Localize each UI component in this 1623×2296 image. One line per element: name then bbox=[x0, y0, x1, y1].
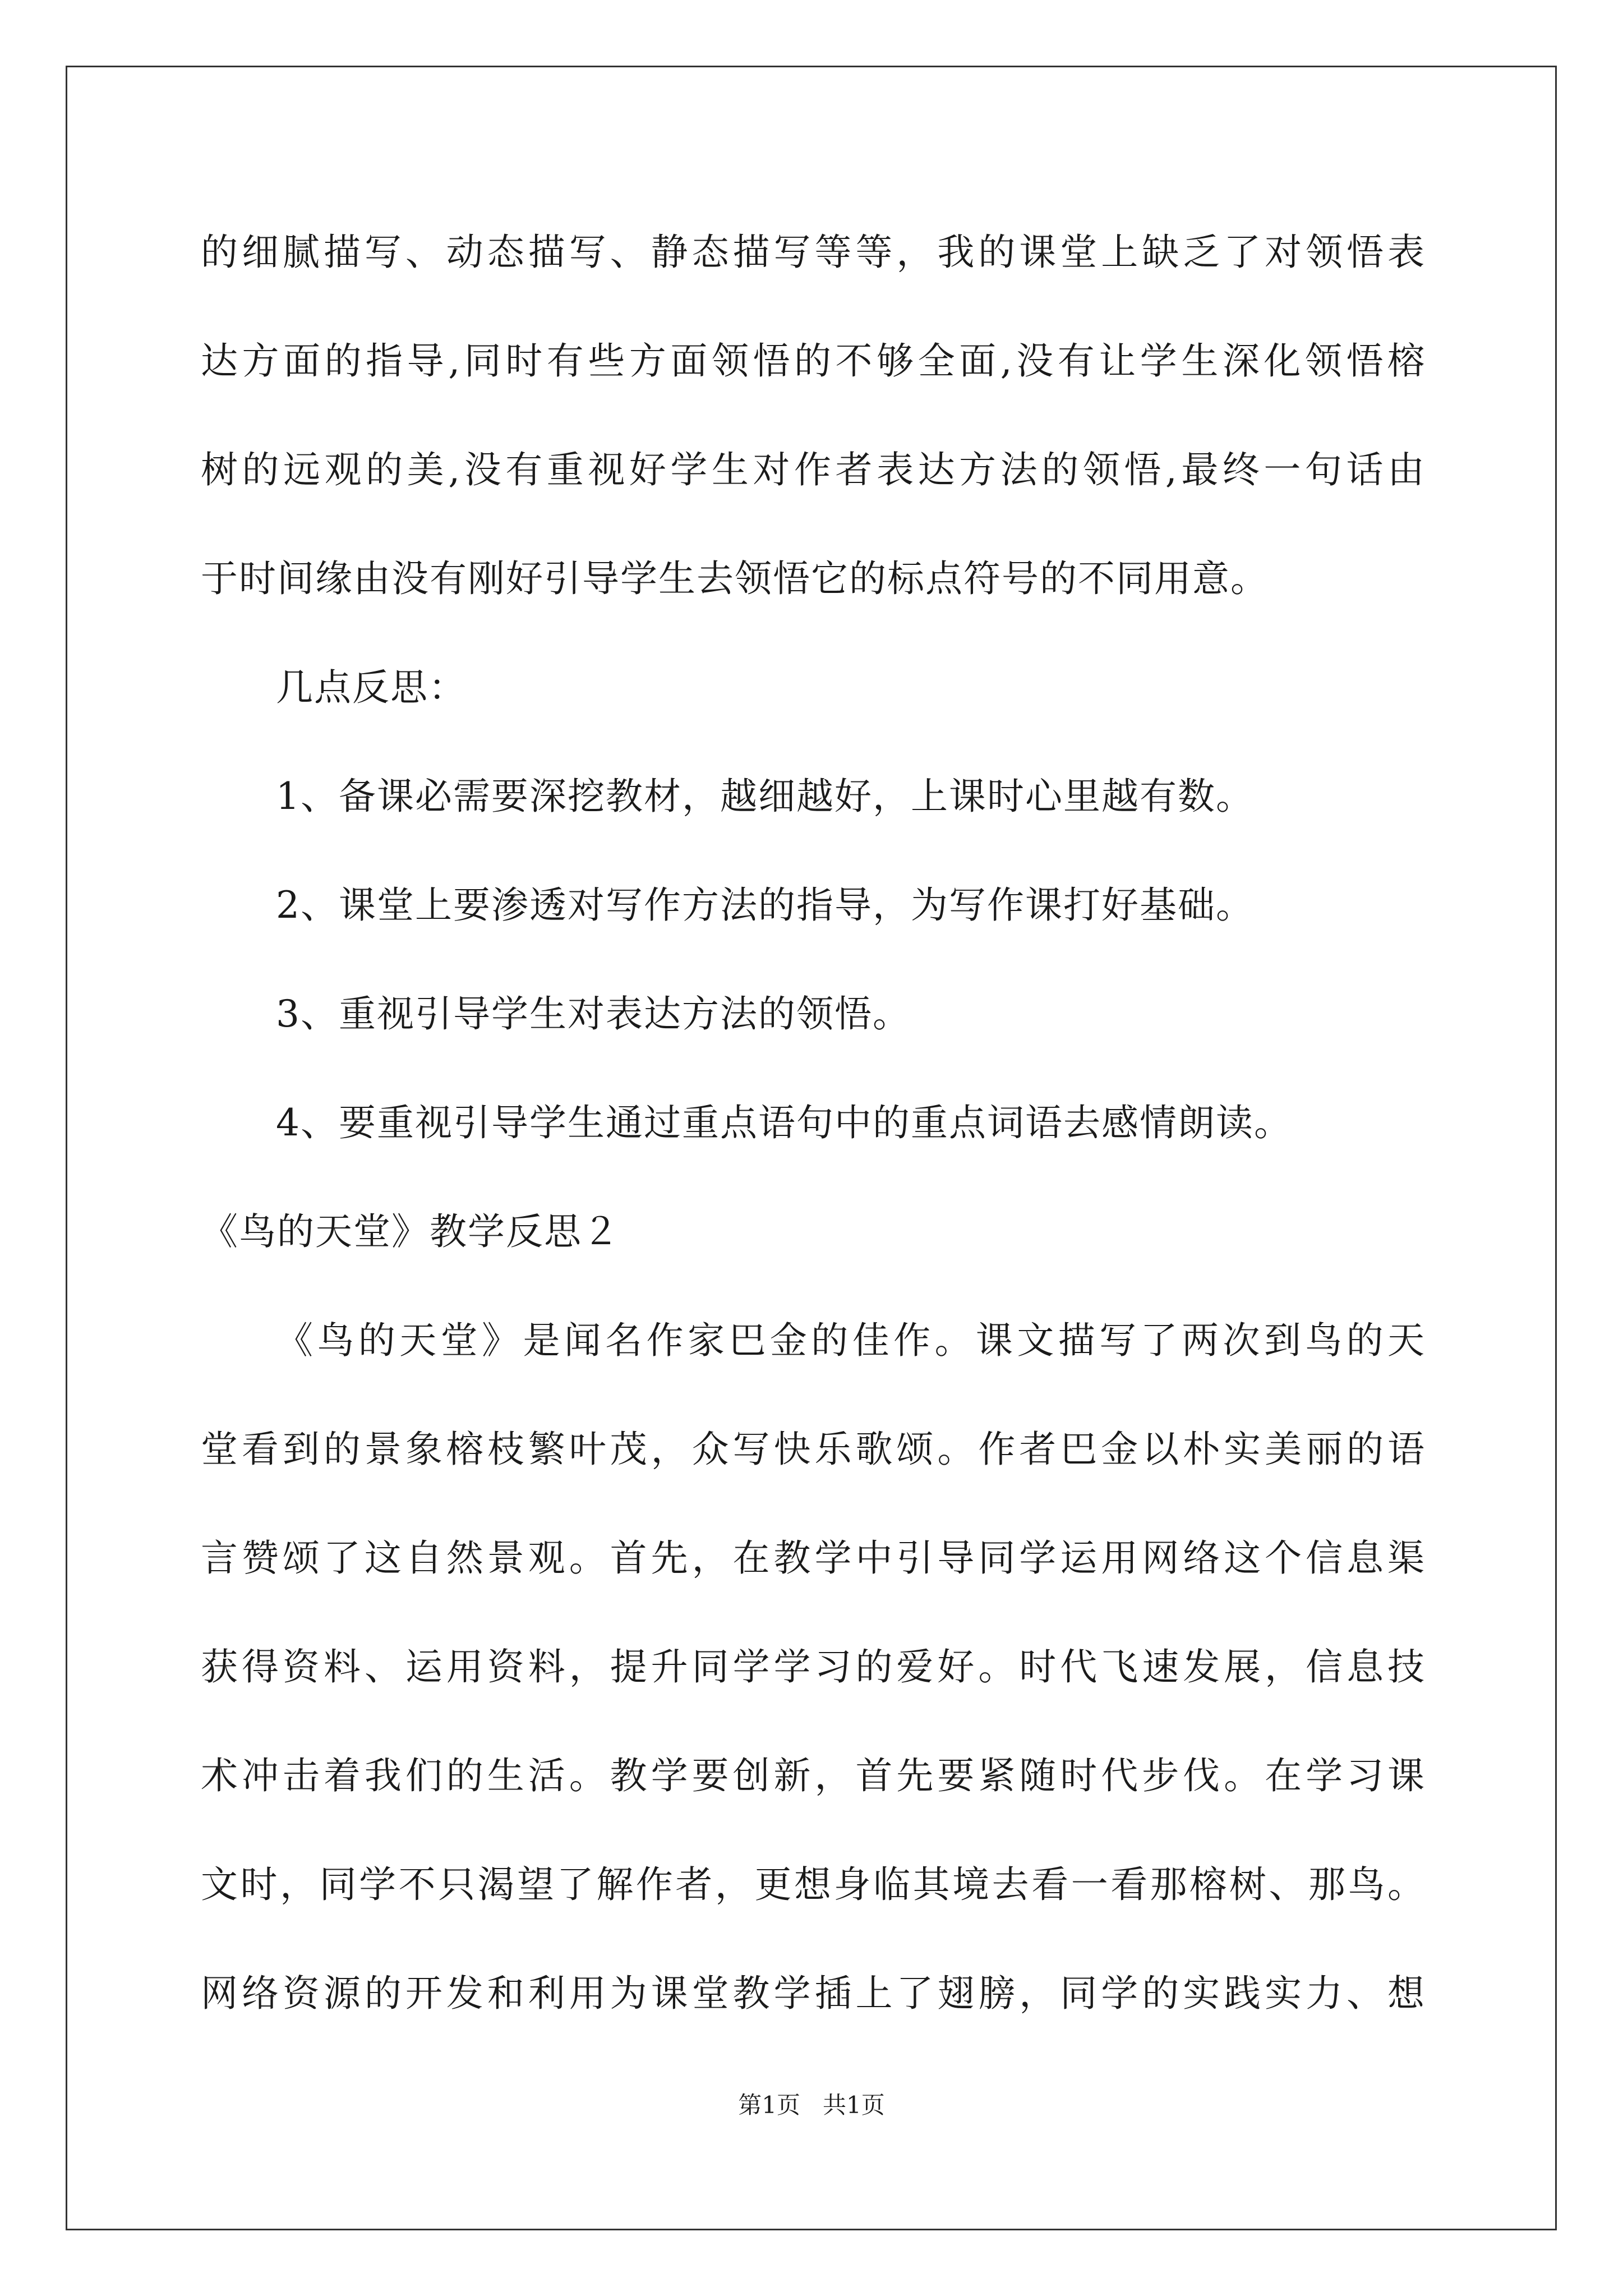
paragraph-line: 堂看到的景象榕枝繁叶茂，众写快乐歌颂。作者巴金以朴实美丽的语 bbox=[201, 1428, 1426, 1471]
paragraph-line: 言赞颂了这自然景观。首先，在教学中引导同学运用网络这个信息渠 bbox=[201, 1536, 1426, 1580]
paragraph-line: 《鸟的天堂》是闻名作家巴金的佳作。课文描写了两次到鸟的天 bbox=[276, 1319, 1426, 1362]
paragraph-line: 术冲击着我们的生活。教学要创新，首先要紧随时代步伐。在学习课 bbox=[201, 1754, 1426, 1797]
page-footer: 第1页 共1页 bbox=[738, 2091, 885, 2119]
paragraph-line: 获得资料、运用资料，提升同学学习的爱好。时代飞速发展，信息技 bbox=[201, 1645, 1426, 1688]
paragraph-line: 于时间缘由没有刚好引导学生去领悟它的标点符号的不同用意。 bbox=[201, 557, 1269, 600]
paragraph-line: 树的远观的美,没有重视好学生对作者表达方法的领悟,最终一句话由 bbox=[201, 448, 1426, 491]
list-item: 4、要重视引导学生通过重点语句中的重点词语去感情朗读。 bbox=[276, 1101, 1292, 1144]
section-heading: 几点反思： bbox=[276, 666, 467, 709]
paragraph-line: 文时，同学不只渴望了解作者，更想身临其境去看一看那榕树、那鸟。 bbox=[201, 1863, 1426, 1906]
list-item: 3、重视引导学生对表达方法的领悟。 bbox=[276, 992, 911, 1036]
article-title: 《鸟的天堂》教学反思２ bbox=[201, 1210, 620, 1253]
list-item: 1、备课必需要深挖教材，越细越好，上课时心里越有数。 bbox=[276, 775, 1254, 818]
paragraph-line: 达方面的指导,同时有些方面领悟的不够全面,没有让学生深化领悟榕 bbox=[201, 339, 1426, 383]
list-item: 2、课堂上要渗透对写作方法的指导，为写作课打好基础。 bbox=[276, 884, 1254, 927]
paragraph-line: 网络资源的开发和利用为课堂教学插上了翅膀，同学的实践实力、想 bbox=[201, 1972, 1426, 2015]
paragraph-line: 的细腻描写、动态描写、静态描写等等，我的课堂上缺乏了对领悟表 bbox=[201, 231, 1426, 274]
